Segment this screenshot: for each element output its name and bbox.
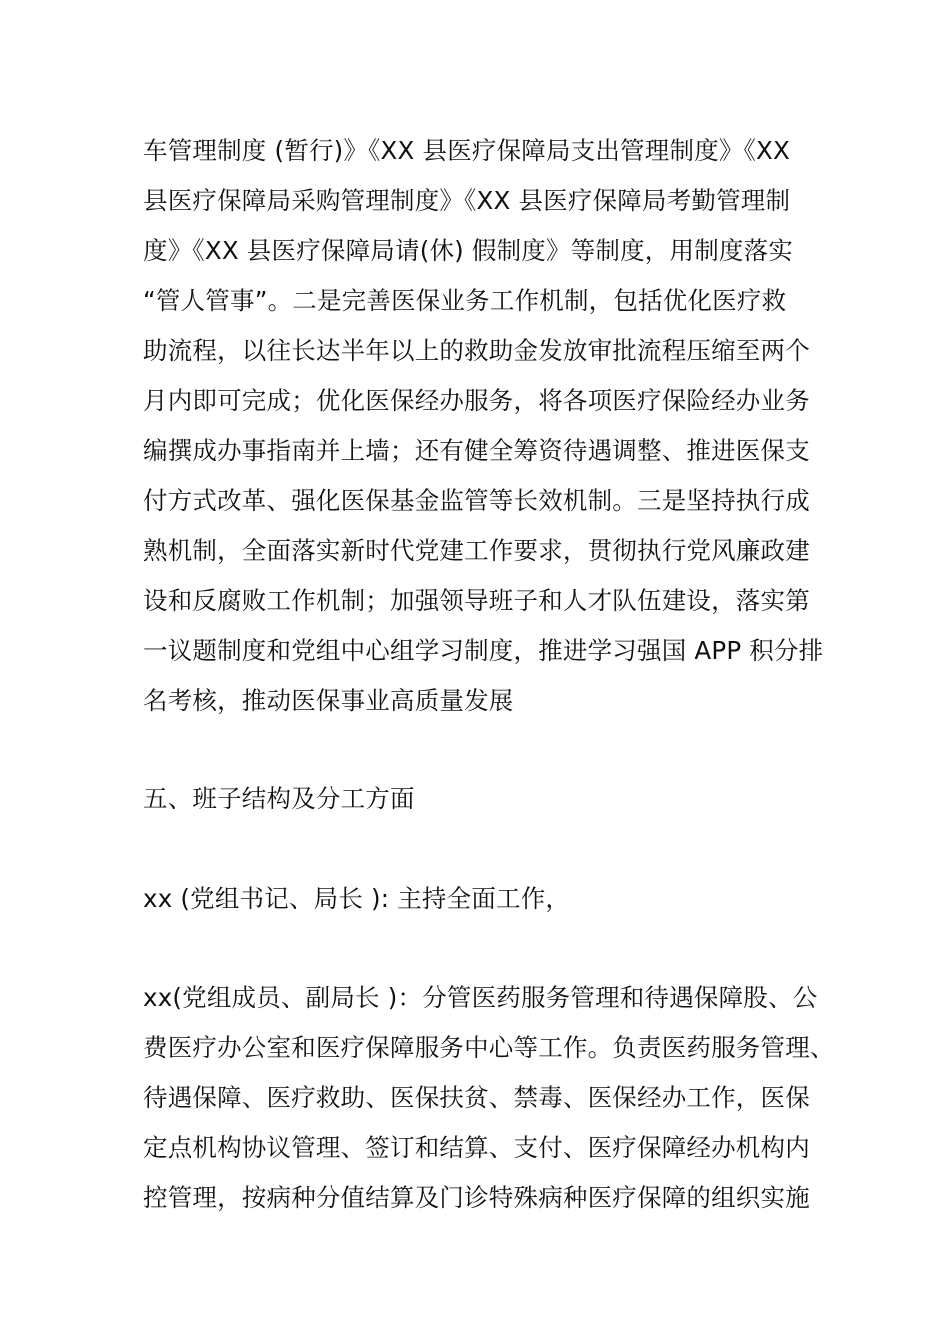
text-line: 车管理制度 (暂行)》《XX 县医疗保障局支出管理制度》《XX [143,136,791,165]
text-line: 付方式改革、强化医保基金监管等长效机制。三是坚持执行成 [143,486,810,515]
text-line: 名考核，推动医保事业高质量发展 [143,686,514,715]
text-line: 助流程，以往长达半年以上的救助金发放审批流程压缩至两个 [143,336,810,365]
section-heading: 五、班子结构及分工方面 [143,784,415,813]
text-line: 设和反腐败工作机制；加强领导班子和人才队伍建设，落实第 [143,586,810,615]
text-line: 县医疗保障局采购管理制度》《XX 县医疗保障局考勤管理制 [143,186,791,215]
text-line: 一议题制度和党组中心组学习制度，推进学习强国 APP 积分排 [143,636,824,665]
text-line: xx(党组成员、副局长 )：分管医药服务管理和待遇保障股、公 [143,983,818,1012]
text-line: 熟机制，全面落实新时代党建工作要求，贯彻执行党风廉政建 [143,536,810,565]
text-line: 控管理，按病种分值结算及门诊特殊病种医疗保障的组织实施 [143,1183,810,1212]
text-line: 月内即可完成；优化医保经办服务，将各项医疗保险经办业务 [143,386,810,415]
text-line: xx (党组书记、局长 ): 主持全面工作， [143,884,571,913]
text-line: 待遇保障、医疗救助、医保扶贫、禁毒、医保经办工作，医保 [143,1083,810,1112]
text-line: 费医疗办公室和医疗保障服务中心等工作。负责医药服务管理、 [143,1033,835,1062]
text-line: 定点机构协议管理、签订和结算、支付、医疗保障经办机构内 [143,1133,810,1162]
text-line: “管人管事”。二是完善医保业务工作机制，包括优化医疗救 [143,286,787,315]
text-line: 度》《XX 县医疗保障局请(休) 假制度》等制度，用制度落实 [143,236,794,265]
text-line: 编撰成办事指南并上墙；还有健全筹资待遇调整、推进医保支 [143,436,810,465]
